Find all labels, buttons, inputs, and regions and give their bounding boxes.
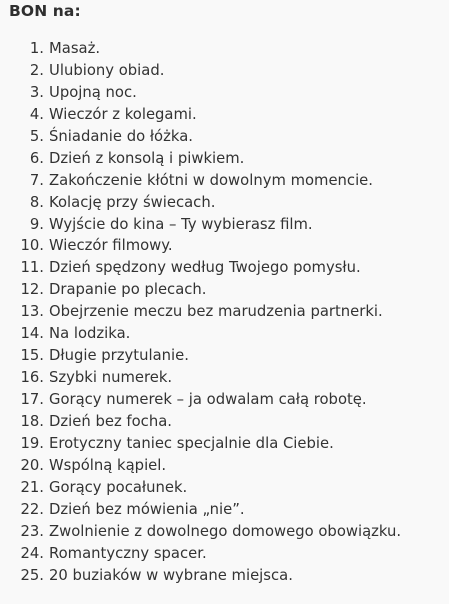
list-item-number: 18. xyxy=(20,412,44,430)
list-item-text: Obejrzenie meczu bez marudzenia partnerki. xyxy=(49,303,383,321)
list-item-number: 10. xyxy=(20,237,44,255)
list-item-number: 23. xyxy=(20,522,44,540)
list-item-number: 2. xyxy=(29,61,44,79)
list-item-number: 11. xyxy=(20,259,44,277)
list-item-number: 4. xyxy=(29,105,44,123)
list-item-text: Erotyczny taniec specjalnie dla Ciebie. xyxy=(49,434,334,452)
list-item-text: Romantyczny spacer. xyxy=(49,544,207,562)
list-item-number: 7. xyxy=(29,171,44,189)
list-item-number: 6. xyxy=(29,149,44,167)
list-item xyxy=(0,214,449,236)
list-item xyxy=(0,38,449,60)
list-item-number: 12. xyxy=(20,281,44,299)
list-item xyxy=(0,499,449,521)
list-item-text: 20 buziaków w wybrane miejsca. xyxy=(49,566,293,584)
list-item-text: Zakończenie kłótni w dowolnym momencie. xyxy=(49,171,373,189)
list-item-text: Wieczór filmowy. xyxy=(49,237,173,255)
list-item-text: Długie przytulanie. xyxy=(49,347,189,365)
list-item xyxy=(0,367,449,389)
list-item xyxy=(0,455,449,477)
list-item xyxy=(0,126,449,148)
list-item xyxy=(0,192,449,214)
list-item-text: Ulubiony obiad. xyxy=(49,61,165,79)
list-item xyxy=(0,521,449,543)
list-item-text: Masaż. xyxy=(49,40,101,57)
list-item xyxy=(0,257,449,279)
list-item xyxy=(0,301,449,323)
list-item-text: Szybki numerek. xyxy=(49,369,173,387)
list-item xyxy=(0,411,449,433)
list-item-number: 13. xyxy=(20,303,44,321)
list-item xyxy=(0,82,449,104)
list-item-text: Dzień spędzony według Twojego pomysłu. xyxy=(49,259,361,277)
list-item-number: 21. xyxy=(20,478,44,496)
list-item-text: Gorący numerek – ja odwalam całą robotę. xyxy=(49,391,367,408)
list-item-number: 14. xyxy=(20,325,44,343)
list-item-number: 19. xyxy=(20,434,44,452)
list-item-text: Wspólną kąpiel. xyxy=(49,456,167,474)
list-item xyxy=(0,104,449,126)
list-item-text: Dzień z konsolą i piwkiem. xyxy=(49,149,245,167)
list-item xyxy=(0,235,449,257)
list-item-number: 15. xyxy=(20,347,44,365)
list-item-number: 20. xyxy=(20,456,44,474)
list-item xyxy=(0,60,449,82)
list-item-text: Wieczór z kolegami. xyxy=(49,105,197,123)
list-item xyxy=(0,345,449,367)
list-item-number: 22. xyxy=(20,500,44,518)
list-item-text: Śniadanie do łóżka. xyxy=(49,127,193,145)
list-item-text: Upojną noc. xyxy=(49,83,137,101)
list-item xyxy=(0,389,449,411)
list-item-text: Na lodzika. xyxy=(49,325,131,343)
list-item xyxy=(0,323,449,345)
list-item-text: Drapanie po plecach. xyxy=(49,281,207,299)
list-item-text: Zwolnienie z dowolnego domowego obowiązku. xyxy=(49,522,402,540)
list-item xyxy=(0,279,449,301)
list-item-number: 9. xyxy=(29,215,44,233)
page-title: BON na: xyxy=(9,2,81,20)
list-item-text: Kolację przy świecach. xyxy=(49,193,216,211)
list-item xyxy=(0,433,449,455)
list-item xyxy=(0,477,449,499)
list-item xyxy=(0,170,449,192)
list-item-number: 25. xyxy=(20,566,44,584)
list-item xyxy=(0,565,449,587)
list-item xyxy=(0,543,449,565)
list-item-number: 3. xyxy=(29,83,44,101)
list-item-number: 8. xyxy=(29,193,44,211)
list-item-text: Wyjście do kina – Ty wybierasz film. xyxy=(49,215,313,233)
list-item xyxy=(0,148,449,170)
list-item-number: 16. xyxy=(20,369,44,387)
voucher-list xyxy=(0,38,449,586)
list-item-number: 24. xyxy=(20,544,44,562)
list-item-text: Dzień bez mówienia „nie”. xyxy=(49,500,245,518)
list-item-text: Gorący pocałunek. xyxy=(49,478,188,496)
list-item-number: 17. xyxy=(20,391,44,408)
list-item-number: 5. xyxy=(29,127,44,145)
list-item-text: Dzień bez focha. xyxy=(49,412,172,430)
list-item-number: 1. xyxy=(29,40,44,57)
